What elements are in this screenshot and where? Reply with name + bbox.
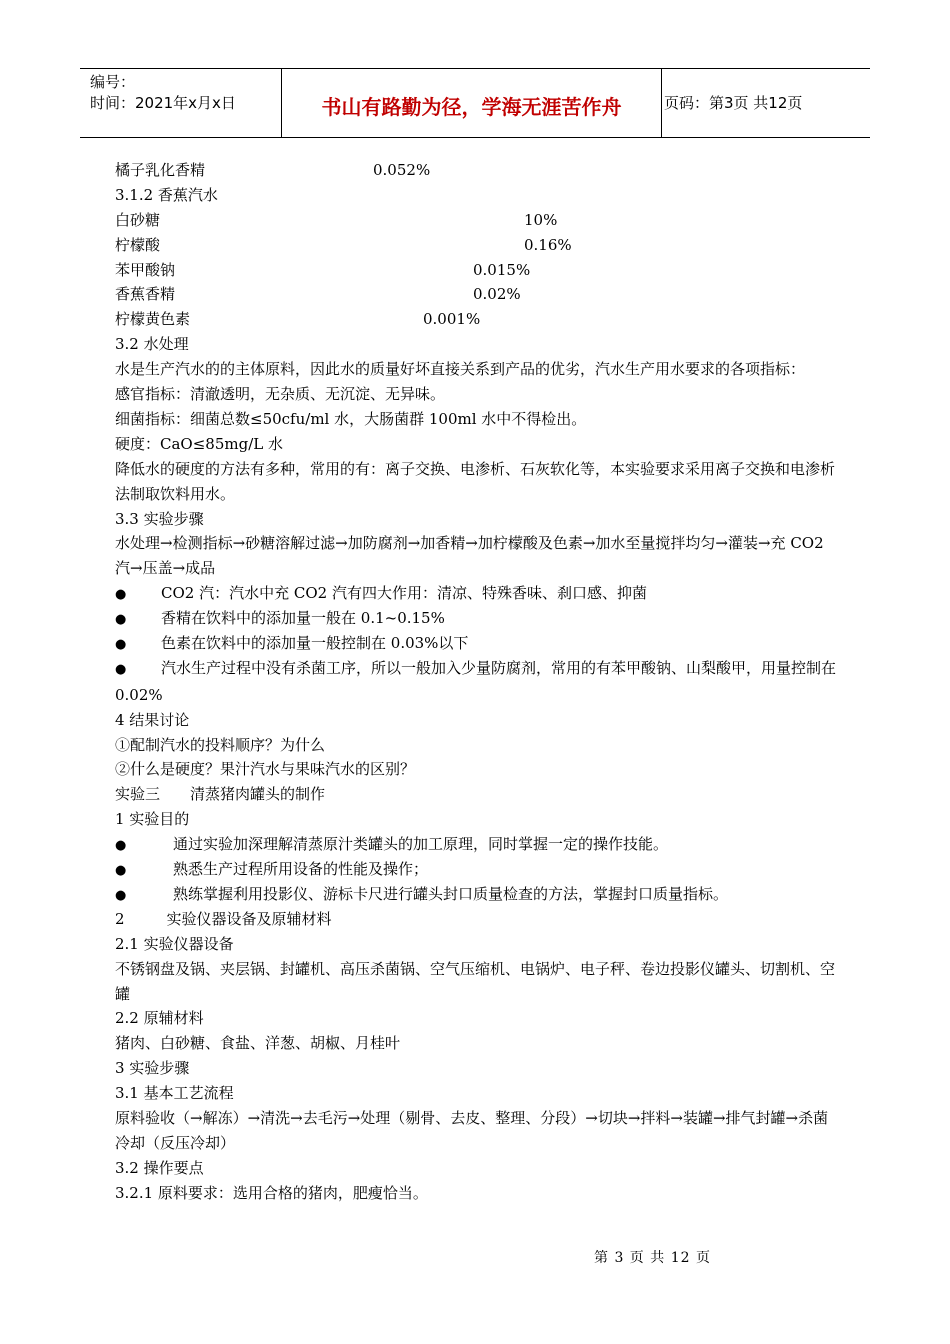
section-title: 3.1.2 香蕉汽水 bbox=[115, 185, 218, 204]
bullet-text: 色素在饮料中的添加量一般控制在 0.03%以下 bbox=[161, 634, 469, 652]
ingredient-name: 苯甲酸钠 bbox=[115, 260, 176, 279]
experiment-title bbox=[115, 782, 840, 807]
date-label: 时间：2021年x月x日 bbox=[90, 94, 236, 112]
paragraph: 3.2.1 原料要求：选用合格的猪肉，肥瘦恰当。 bbox=[115, 1183, 428, 1202]
question: ①配制汽水的投料顺序？为什么 bbox=[115, 735, 326, 754]
bullet-text: 香精在饮料中的添加量一般在 0.1~0.15% bbox=[161, 609, 445, 628]
bullet-item bbox=[115, 857, 840, 882]
experiment-label: 实验三 bbox=[115, 785, 161, 804]
section-title: 3 实验步骤 bbox=[115, 1059, 190, 1078]
section-title: 1 实验目的 bbox=[115, 810, 190, 829]
ingredient-row bbox=[115, 208, 840, 233]
header-page-info: 页码：第3页 共12页 bbox=[664, 94, 803, 112]
materials-list: 猪肉、白砂糖、食盐、洋葱、胡椒、月桂叶 bbox=[115, 1034, 401, 1053]
paragraph: 感官指标：清澈透明，无杂质、无沉淀、无异味。 bbox=[115, 385, 446, 404]
section-title bbox=[115, 907, 840, 932]
ingredient-row bbox=[115, 282, 840, 307]
paragraph: 硬度：CaO≤85mg/L 水 bbox=[115, 434, 283, 453]
experiment-name: 清蒸猪肉罐头的制作 bbox=[190, 785, 326, 804]
bullet-text: 通过实验加深理解清蒸原汁类罐头的加工原理，同时掌握一定的操作技能。 bbox=[173, 835, 669, 854]
bullet-text: 熟悉生产过程所用设备的性能及操作； bbox=[173, 860, 429, 879]
ingredient-value: 0.001% bbox=[423, 310, 481, 329]
bullet-icon: ● bbox=[115, 863, 127, 879]
ingredient-value: 0.16% bbox=[524, 235, 572, 254]
bullet-text: 熟练掌握利用投影仪、游标卡尺进行罐头封口质量检查的方法，掌握封口质量指标。 bbox=[173, 884, 729, 903]
section-title: 3.1 基本工艺流程 bbox=[115, 1084, 234, 1103]
ingredient-value: 0.052% bbox=[373, 161, 431, 179]
bullet-icon: ● bbox=[115, 887, 127, 903]
ingredient-name: 柠檬酸 bbox=[115, 235, 161, 254]
process-flow: 水处理→检测指标→砂糖溶解过滤→加防腐剂→加香精→加柠檬酸及色素→加水至量搅拌均匀→灌装→充 CO2 汽→压盖→成品 bbox=[115, 534, 824, 578]
document-body bbox=[115, 158, 840, 1206]
bullet-icon: ● bbox=[115, 661, 127, 677]
paragraph: 细菌指标：细菌总数≤50cfu/ml 水，大肠菌群 100ml 水中不得检出。 bbox=[115, 409, 587, 428]
bullet-item bbox=[115, 581, 840, 606]
bullet-text: CO2 汽：汽水中充 CO2 汽有四大作用：清凉、特殊香味、刹口感、抑菌 bbox=[161, 584, 647, 603]
ingredient-value: 10% bbox=[524, 210, 558, 229]
bullet-text: 汽水生产过程中没有杀菌工序，所以一般加入少量防腐剂，常用的有苯甲酸钠、山梨酸甲，用量控制在 0.02% bbox=[115, 658, 837, 704]
paragraph: 水是生产汽水的的主体原料，因此水的质量好坏直接关系到产品的优劣，汽水生产用水要求的各项指标： bbox=[115, 360, 806, 379]
paragraph: 降低水的硬度的方法有多种，常用的有：离子交换、电渗析、石灰软化等，本实验要求采用离子交换和电渗析法制取饮料用水。 bbox=[115, 459, 836, 503]
section-title: 3.3 实验步骤 bbox=[115, 509, 204, 528]
ingredient-name: 白砂糖 bbox=[115, 210, 161, 229]
process-flow: 原料验收（→解冻）→清洗→去毛污→处理（剔骨、去皮、整理、分段）→切块→拌料→装罐→排气封罐→杀菌冷却（反压冷却） bbox=[115, 1108, 829, 1152]
ingredient-value: 0.02% bbox=[473, 285, 521, 304]
bullet-item bbox=[115, 882, 840, 907]
ingredient-row bbox=[115, 158, 840, 183]
ingredient-row bbox=[115, 307, 840, 332]
ingredient-name: 柠檬黄色素 bbox=[115, 310, 191, 329]
bullet-icon: ● bbox=[115, 637, 127, 652]
page-footer: 第 3 页 共 12 页 bbox=[594, 1250, 711, 1266]
bullet-icon: ● bbox=[115, 612, 127, 628]
ingredient-value: 0.015% bbox=[473, 260, 531, 279]
bullet-icon: ● bbox=[115, 838, 127, 854]
bullet-icon: ● bbox=[115, 587, 127, 603]
question: ②什么是硬度？果汁汽水与果味汽水的区别？ bbox=[115, 760, 416, 779]
ingredient-name: 橘子乳化香精 bbox=[115, 161, 206, 179]
ingredient-row bbox=[115, 233, 840, 258]
code-label: 编号： bbox=[90, 73, 136, 91]
section-title: 2.2 原辅材料 bbox=[115, 1009, 204, 1028]
bullet-item bbox=[115, 656, 840, 708]
bullet-item bbox=[115, 631, 840, 656]
header-meta bbox=[80, 69, 282, 137]
equipment-list: 不锈钢盘及锅、夹层锅、封罐机、高压杀菌锅、空气压缩机、电锅炉、电子秤、卷边投影仪罐头、切割机、空罐 bbox=[115, 959, 836, 1003]
section-name: 实验仪器设备及原辅材料 bbox=[166, 909, 332, 928]
section-title: 4 结果讨论 bbox=[115, 710, 190, 729]
ingredient-row bbox=[115, 258, 840, 283]
section-title: 3.2 操作要点 bbox=[115, 1158, 204, 1177]
bullet-item bbox=[115, 832, 840, 857]
ingredient-name: 香蕉香精 bbox=[115, 285, 176, 304]
section-title: 2.1 实验仪器设备 bbox=[115, 934, 234, 953]
header-motto: 书山有路勤为径，学海无涯苦作舟 bbox=[282, 69, 662, 137]
section-number: 2 bbox=[115, 909, 125, 928]
section-title: 3.2 水处理 bbox=[115, 335, 189, 354]
bullet-item bbox=[115, 606, 840, 631]
page-header bbox=[80, 68, 870, 138]
